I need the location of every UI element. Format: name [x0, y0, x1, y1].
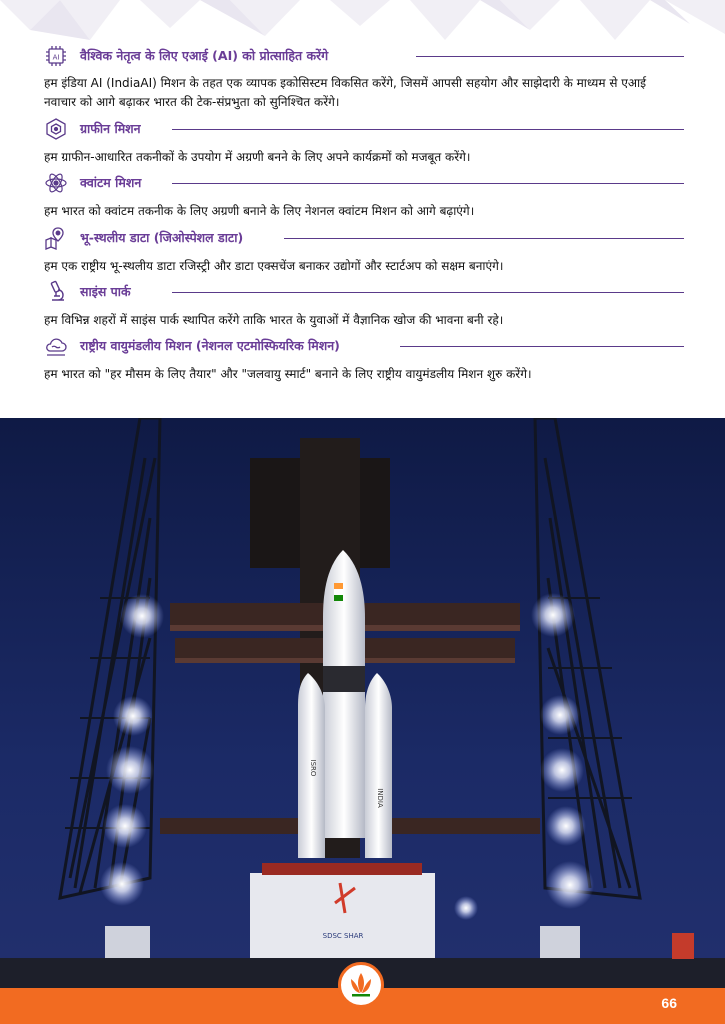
rocket-launch-photo [0, 418, 725, 988]
heading-rule [172, 292, 684, 293]
section-heading [44, 171, 684, 195]
heading-rule [400, 346, 684, 347]
section-heading [44, 117, 684, 141]
geospatial-pin-icon [44, 226, 68, 250]
quantum-atom-icon [44, 171, 68, 195]
section-body: हम एक राष्ट्रीय भू-स्थलीय डाटा रजिस्ट्री और डाटा एक्सचेंज बनाकर उद्योगों और स्टार्टअप को सक्षम बनाएंगे। [44, 259, 504, 273]
section-heading [44, 226, 684, 250]
heading-rule [284, 238, 684, 239]
section-body: हम विभिन्न शहरों में साइंस पार्क स्थापित करेंगे ताकि भारत के युवाओं में वैज्ञानिक खोज की भावना बनी रहे। [44, 313, 504, 327]
page-number: 66 [661, 995, 677, 1011]
heading-rule [172, 183, 684, 184]
top-decorative-band [0, 0, 725, 48]
section-body: हम भारत को क्वांटम तकनीक के लिए अग्रणी बनाने के लिए नेशनल क्वांटम मिशन को आगे बढ़ाएंगे। [44, 204, 475, 218]
section-title: साइंस पार्क [80, 284, 131, 299]
section-heading [44, 44, 684, 68]
heading-rule [416, 56, 684, 57]
party-lotus-logo [338, 962, 384, 1008]
section-title: ग्राफीन मिशन [80, 121, 141, 136]
svg-text:AI: AI [52, 53, 60, 62]
graphene-hexagon-icon [44, 117, 68, 141]
section-title: राष्ट्रीय वायुमंडलीय मिशन (नेशनल एटमोस्फियरिक मिशन) [80, 338, 340, 353]
booster-right-label: INDIA [376, 788, 384, 808]
section-title: भू-स्थलीय डाटा (जिओस्पेशल डाटा) [80, 230, 244, 245]
section-body: हम भारत को "हर मौसम के लिए तैयार" और "जलवायु स्मार्ट" बनाने के लिए राष्ट्रीय वायुमंडलीय मिशन शुरु करेंगे। [44, 367, 532, 381]
section-title: वैश्विक नेतृत्व के लिए एआई (AI) को प्रोत्साहित करेंगे [80, 48, 329, 63]
section-heading [44, 334, 684, 358]
pad-label: SDSC SHAR [322, 932, 364, 940]
section-body: हम इंडिया AI (IndiaAI) मिशन के तहत एक व्यापक इकोसिस्टम विकसित करेंगे, जिसमें आपसी सहयोग और साझेदारी के माध्यम से एआई नवाचार को आगे बढ़ाकर भारत की टेक-संप्रभुता को सुनिश्चित करेंगे। [44, 76, 647, 109]
booster-left-label: ISRO [309, 759, 317, 777]
section-body: हम ग्राफीन-आधारित तकनीकों के उपयोग में अग्रणी बनने के लिए अपने कार्यक्रमों को मजबूत करेंगे। [44, 150, 471, 164]
section-title: क्वांटम मिशन [80, 175, 142, 190]
heading-rule [172, 129, 684, 130]
microscope-icon [44, 280, 68, 304]
weather-cloud-icon [44, 334, 68, 358]
section-heading [44, 280, 684, 304]
ai-chip-icon [44, 44, 68, 68]
